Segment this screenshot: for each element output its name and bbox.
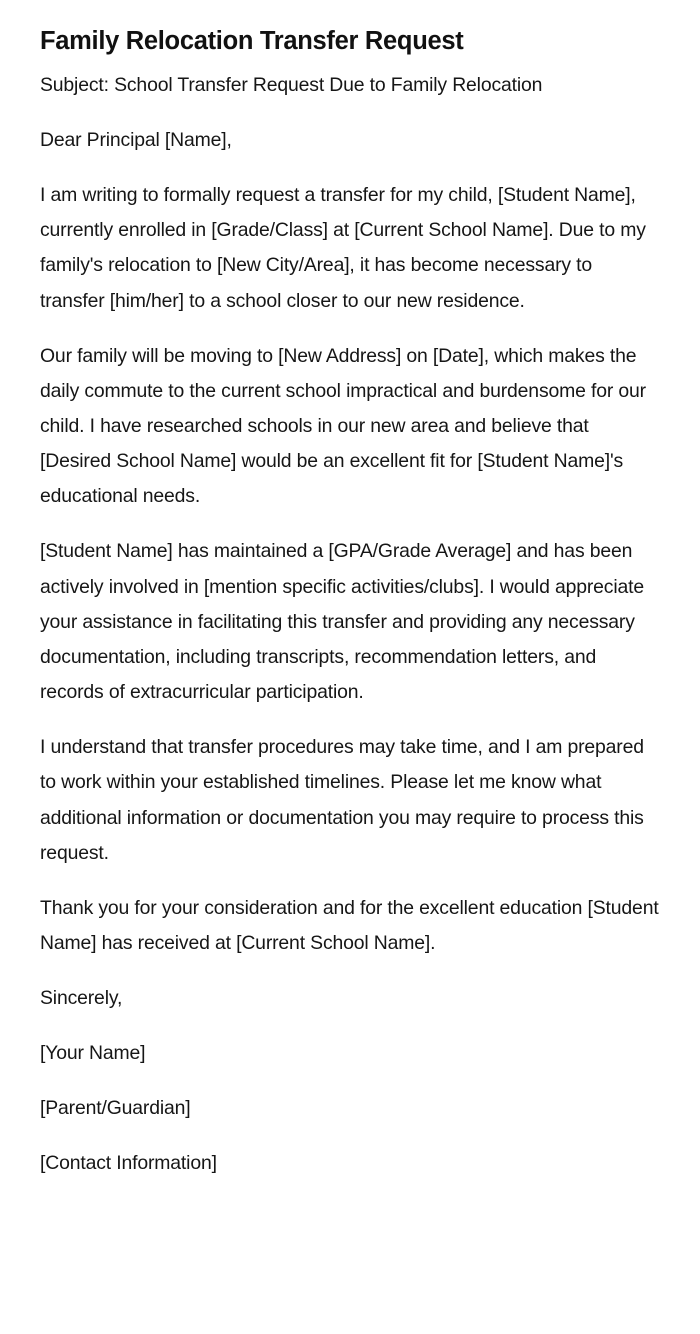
signature-role: [Parent/Guardian] <box>40 1097 191 1120</box>
body-paragraph-intro: I am writing to formally request a transfer for my child, [Student Name], currently enrolled in [Grade/Class] at [Current School Name]. Due to my family's relocation to [New City/Area], it has become necessary to transfer [him/her] to a school closer to our new residence. <box>40 184 646 312</box>
document-title: Family Relocation Transfer Request <box>40 27 464 55</box>
closing: Sincerely, <box>40 987 123 1010</box>
body-paragraph-timeline: I understand that transfer procedures may take time, and I am prepared to work within your established timelines. Please let me know what additional information or documentation you may require to process this request. <box>40 736 644 864</box>
body-paragraph-thanks: Thank you for your consideration and for the excellent education [Student Name] has received at [Current School Name]. <box>40 896 659 955</box>
salutation: Dear Principal [Name], <box>40 129 232 151</box>
body-paragraph-achievements: [Student Name] has maintained a [GPA/Grade Average] and has been actively involved in [mention specific activities/clubs]. I would appreciate your assistance in facilitating this transfer and providing any necessary documentation, including transcripts, recommendation letters, and records of extracurricular participation. <box>40 540 645 704</box>
signature-name: [Your Name] <box>40 1042 146 1065</box>
subject-line: Subject: School Transfer Request Due to Family Relocation <box>40 74 543 96</box>
body-paragraph-relocation: Our family will be moving to [New Address] on [Date], which makes the daily commute to the current school impractical and burdensome for our child. I have researched schools in our new area and believe that [Desired School Name] would be an excellent fit for [Student Name]'s educational needs. <box>40 344 646 508</box>
signature-contact: [Contact Information] <box>40 1152 217 1175</box>
